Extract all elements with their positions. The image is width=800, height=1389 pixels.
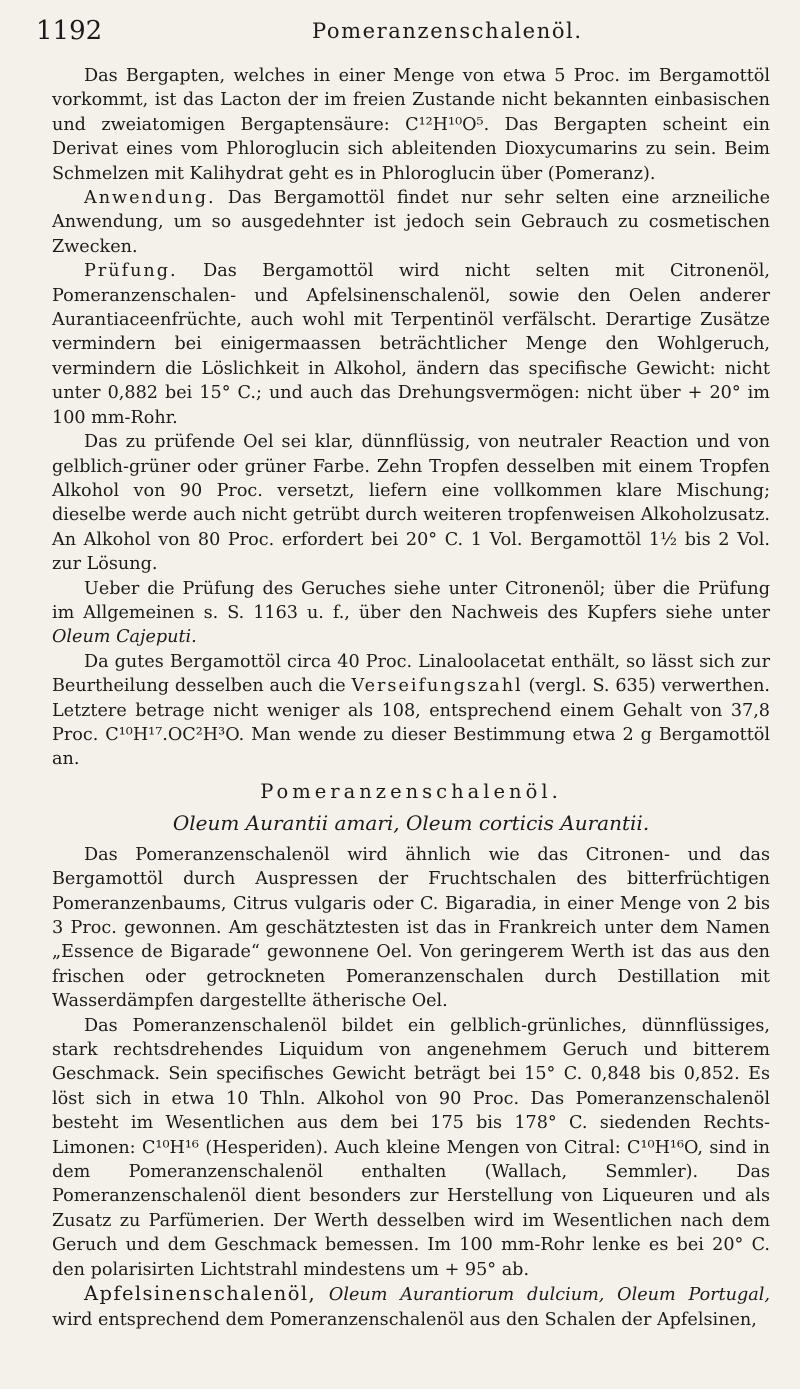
reference-italic: Oleum Cajeputi. <box>52 627 197 648</box>
paragraph-eigenschaften: Das Pomeranzenschalenöl bildet ein gelblich-grünliches, dünnflüssiges, stark rechtsdrehendes Liquidum von angenehmem Geruch und bitterem Geschmack. Sein specifisches Gewicht beträgt bei 15° C. 0,848 bis 0,852. Es löst sich in etwa 10 Thln. Alkohol von 90 Proc. Das Pomeranzenschalenöl besteht im Wesentlichen aus dem bei 175 bis 178° C. siedenden Rechts-Limonen: C¹⁰H¹⁶ (Hesperiden). Auch kleine Mengen von Citral: C¹⁰H¹⁶O, sind in dem Pomeranzenschalenöl enthalten (Wallach, Semmler). Das Pomeranzenschalenöl dient besonders zur Herstellung von Liqueuren und als Zusatz zu Parfümerien. Der Werth desselben wird im Wesentlichen nach dem Geruch und dem Geschmack bemessen. Im 100 mm-Rohr lenke es bei 20° C. den polarisirten Lichtstrahl mindestens um + 95° ab. <box>52 1015 770 1280</box>
page-number: 1192 <box>36 16 103 46</box>
paragraph-gewinnung: Das Pomeranzenschalenöl wird ähnlich wie das Citronen- und das Bergamottöl durch Auspressen der Fruchtschalen des bitterfrüchtigen Pomeranzenbaums, Citrus vulgaris oder C. Bigaradia, in einer Menge von 2 bis 3 Proc. gewonnen. Am geschätztesten ist das in Frankreich unter dem Namen „Essence de Bigarade“ gewonnene Oel. Von geringerem Werth ist das aus den frischen oder getrockneten Pomeranzenschalen durch Destillation mit Wasserdämpfen dargestellte ätherische Oel. <box>52 844 770 1012</box>
paragraph-text: wird entsprechend dem Pomeranzenschalenöl aus den Schalen der Apfelsinen, <box>52 1309 757 1330</box>
paragraph-pruefung <box>52 259 770 430</box>
run-in-heading: Prüfung. <box>84 261 178 282</box>
paragraph-text: Da gutes Bergamottöl circa 40 Proc. Linaloolacetat enthält, so lässt sich zur Beurtheilung desselben auch die <box>52 651 770 697</box>
paragraph-text: Ueber die Prüfung des Geruches siehe unter Citronenöl; über die Prüfung im Allgemeinen s. S. 1163 u. f., über den Nachweis des Kupfers siehe unter <box>52 578 770 623</box>
run-in-heading: Anwendung. <box>84 188 216 209</box>
synonyms-italic: Oleum Aurantiorum dulcium, Oleum Portugal, <box>316 1285 770 1306</box>
emphasized-term: Verseifungszahl <box>351 676 523 697</box>
paragraph-geruchspruefung <box>52 577 770 650</box>
running-head <box>36 16 760 56</box>
paragraph-verseifungszahl <box>52 650 770 772</box>
paragraph-oel-beschaffenheit: Das zu prüfende Oel sei klar, dünnflüssig, von neutraler Reaction und von gelblich-grüner oder grüner Farbe. Zehn Tropfen desselben mit einem Tropfen Alkohol von 90 Proc. versetzt, liefern eine vollkommen klare Mischung; dieselbe werde auch nicht getrübt durch weiteren tropfenweisen Alkoholzusatz. An Alkohol von 80 Proc. erfordert bei 20° C. 1 Vol. Bergamottöl 1½ bis 2 Vol. zur Lösung. <box>52 432 770 575</box>
paragraph-apfelsinenschalenoel <box>52 1282 770 1332</box>
running-title: Pomeranzenschalenöl. <box>312 19 583 43</box>
section-heading: Pomeranzenschalenöl. <box>260 779 562 803</box>
paragraph-text: Das Bergamottöl findet nur sehr selten eine arzneiliche Anwendung, um so ausgedehnter ist jedoch sein Gebrauch zu cosmetischen Zwecken. <box>52 188 770 257</box>
paragraph-bergapten: Das Bergapten, welches in einer Menge von etwa 5 Proc. im Bergamottöl vorkommt, ist das Lacton der im freien Zustande nicht bekannten einbasischen und zweiatomigen Bergaptensäure: C¹²H¹⁰O⁵. Das Bergapten scheint ein Derivat eines vom Phloroglucin sich ableitenden Dioxycumarins zu sein. Beim Schmelzen mit Kalihydrat geht es in Phloroglucin über (Pomeranz). <box>52 66 770 184</box>
paragraph-anwendung <box>52 186 770 259</box>
section-synonyms: Oleum Aurantii amari, Oleum corticis Aurantii. <box>172 810 650 835</box>
page-body <box>52 64 770 1332</box>
run-in-heading: Apfelsinenschalenöl, <box>84 1282 317 1306</box>
paragraph-text: Das Bergamottöl wird nicht selten mit Citronenöl, Pomeranzenschalen- und Apfelsinenschalenöl, sowie den Oelen anderer Aurantiaceenfrüchte, auch wohl mit Terpentinöl verfälscht. Derartige Zusätze vermindern bei einigermaassen beträchtlicher Menge den Wohlgeruch, vermindern die Löslichkeit in Alkohol, ändern das specifische Gewicht: nicht unter 0,882 bei 15° C.; und auch das Drehungsvermögen: nicht über + 20° im 100 mm-Rohr. <box>52 261 770 428</box>
paragraph-text: (vergl. S. 635) verwerthen. Letztere betrage nicht weniger als 108, entsprechend einem Gehalt von 37,8 Proc. C¹⁰H¹⁷.OC²H³O. Man wende zu dieser Bestimmung etwa 2 g Bergamottöl an. <box>52 676 770 770</box>
